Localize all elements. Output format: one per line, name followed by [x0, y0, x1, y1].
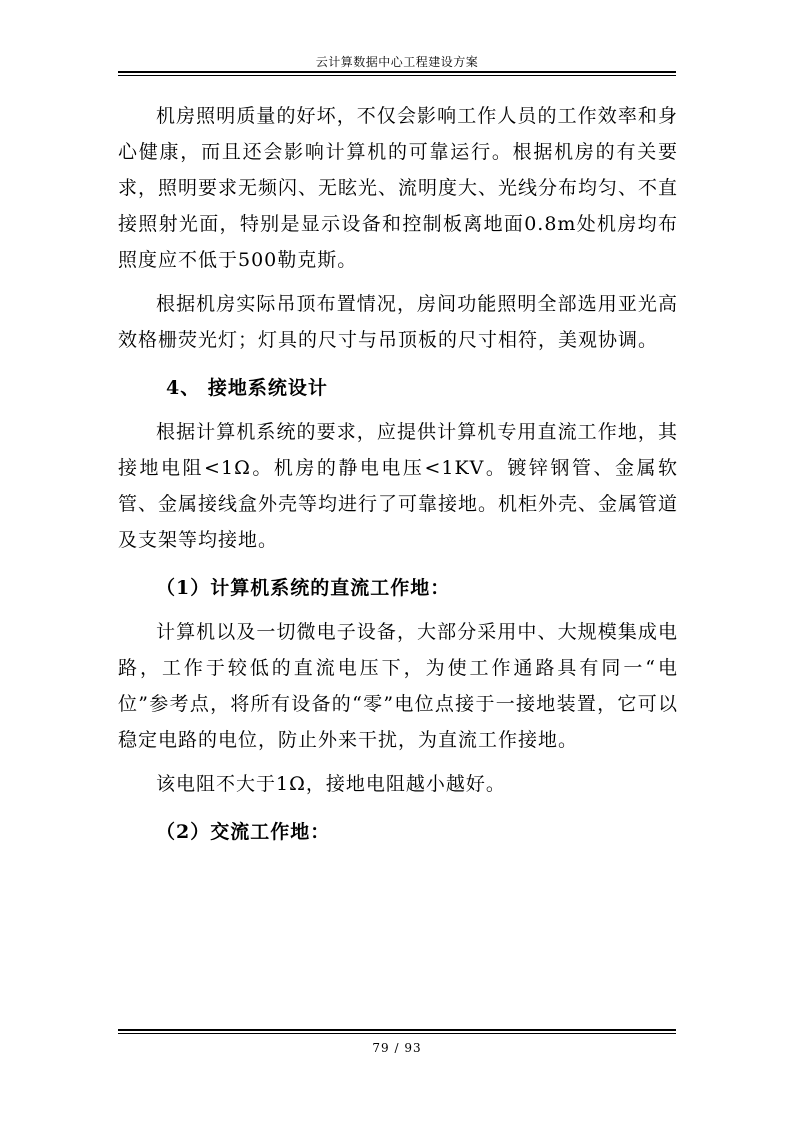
- paragraph-lighting-quality: 机房照明质量的好坏，不仅会影响工作人员的工作效率和身心健康，而且还会影响计算机的可靠运行。根据机房的有关要求，照明要求无频闪、无眩光、流明度大、光线分布均匀、不直接照射光面，特别是显示设备和控制板离地面0.8m处机房均布照度应不低于500勒克斯。: [118, 105, 679, 271]
- paragraph-lighting-fixtures: 根据机房实际吊顶布置情况，房间功能照明全部选用亚光高效格栅荧光灯；灯具的尺寸与吊顶板的尺寸相符，美观协调。: [118, 293, 678, 351]
- page-number: 79 / 93: [372, 1041, 422, 1055]
- subheading-dc-ground: （1）计算机系统的直流工作地：: [156, 577, 451, 599]
- paragraph-resistance: 该电阻不大于1Ω，接地电阻越小越好。: [156, 773, 506, 795]
- document-body: [118, 98, 678, 858]
- header-rule-thin: [118, 75, 676, 76]
- paragraph-grounding-requirements: 根据计算机系统的要求，应提供计算机专用直流工作地，其接地电阻<1Ω。机房的静电电压<1KV。镀锌钢管、金属软管、金属接线盒外壳等均进行了可靠接地。机柜外壳、金属管道及支架等均接地。: [118, 421, 679, 551]
- header-rule-thick: [118, 71, 676, 73]
- section-heading-grounding: 4、 接地系统设计: [166, 377, 328, 399]
- subheading-ac-ground: （2）交流工作地：: [156, 821, 331, 843]
- footer-rule-thin: [118, 1033, 676, 1034]
- header-title: 云计算数据中心工程建设方案: [315, 55, 479, 69]
- footer-rule-thick: [118, 1029, 676, 1031]
- paragraph-dc-ground: 计算机以及一切微电子设备，大部分采用中、大规模集成电路，工作于较低的直流电压下，为使工作通路具有同一“电位”参考点，将所有设备的“零”电位点接于一接地装置，它可以稳定电路的电位，防止外来干扰，为直流工作接地。: [118, 621, 678, 751]
